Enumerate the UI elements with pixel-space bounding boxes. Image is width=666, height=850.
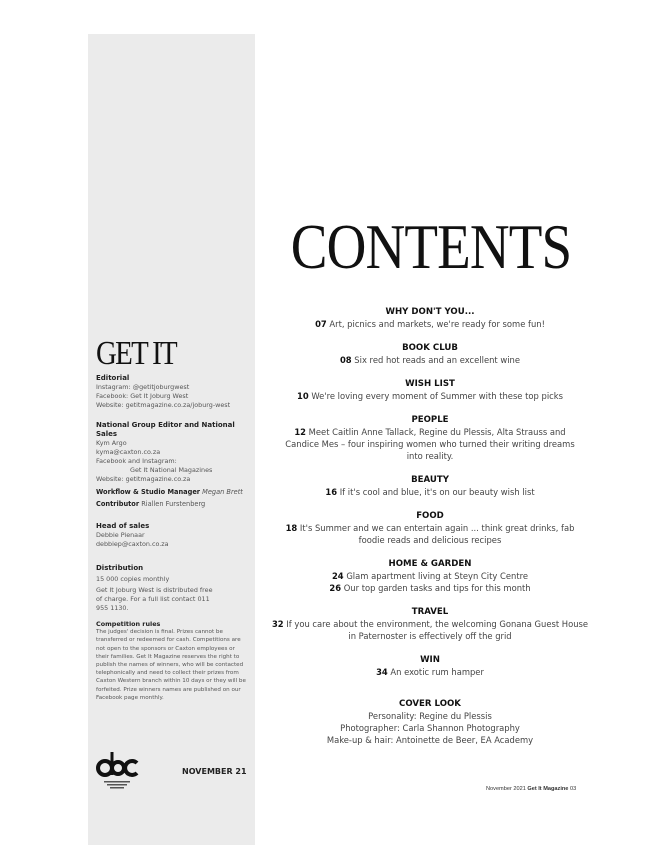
item-text: If it's cool and blue, it's on our beauty wish list bbox=[339, 487, 535, 497]
national-email: kyma@caxton.co.za bbox=[96, 448, 161, 456]
section-heading: HOME & GARDEN bbox=[388, 559, 472, 569]
contributor-name: Riallen Furstenberg bbox=[141, 500, 206, 508]
section-heading: PEOPLE bbox=[411, 415, 449, 425]
toc-item[interactable] bbox=[270, 318, 590, 330]
page-number: 10 bbox=[297, 391, 309, 401]
page-number: 12 bbox=[294, 427, 306, 437]
toc-item[interactable] bbox=[270, 486, 590, 498]
sales-block bbox=[96, 522, 256, 549]
toc-item[interactable] bbox=[270, 570, 590, 582]
page-number: 34 bbox=[376, 667, 388, 677]
toc-section bbox=[270, 654, 590, 678]
toc-section bbox=[270, 606, 590, 642]
toc-section bbox=[270, 342, 590, 366]
page-number: 16 bbox=[325, 487, 338, 497]
footer-date: November 2021 bbox=[486, 786, 526, 792]
competition-heading: Competition rules bbox=[96, 620, 161, 628]
toc-section bbox=[270, 306, 590, 330]
item-text: Meet Caitlin Anne Tallack, Regine du Plessis, Alta Strauss and Candice Mes – four inspiring women who turned their writing dreams into reality. bbox=[285, 427, 575, 461]
page-number: 07 bbox=[315, 319, 327, 329]
page-number: 26 bbox=[329, 583, 342, 593]
abc-logo-icon bbox=[96, 744, 140, 794]
national-social: Get It National Magazines bbox=[130, 466, 213, 474]
sales-email: debbiep@caxton.co.za bbox=[96, 540, 169, 548]
workflow-name: Megan Brett bbox=[202, 488, 243, 496]
sales-heading: Head of sales bbox=[96, 522, 150, 530]
footer-page-number: 03 bbox=[569, 786, 577, 792]
workflow-label: Workflow & Studio Manager bbox=[96, 488, 201, 496]
page-number: 24 bbox=[331, 571, 344, 581]
contributor-label: Contributor bbox=[96, 500, 140, 508]
section-heading: COVER LOOK bbox=[399, 699, 461, 709]
editorial-heading: Editorial bbox=[96, 374, 130, 382]
distribution-text: Get It Joburg West is distributed free of charge. For a full list contact 011 955 1130. bbox=[96, 586, 213, 612]
issue-date: NOVEMBER 21 bbox=[182, 767, 247, 776]
item-text: It's Summer and we can entertain again ... think great drinks, fab foodie reads and delicious recipes bbox=[299, 523, 575, 545]
section-heading: BEAUTY bbox=[411, 475, 449, 485]
item-text: Art, picnics and markets, we're ready for some fun! bbox=[329, 319, 545, 329]
toc-section bbox=[270, 510, 590, 546]
editorial-facebook: Facebook: Get It Joburg West bbox=[96, 392, 189, 400]
section-heading: FOOD bbox=[416, 511, 444, 521]
page-title: CONTENTS bbox=[290, 211, 572, 282]
item-text: If you care about the environment, the welcoming Gonana Guest House in Paternoster is effectively off the grid bbox=[286, 619, 589, 641]
item-text: We're loving every moment of Summer with these top picks bbox=[311, 391, 563, 401]
distribution-heading: Distribution bbox=[96, 564, 144, 572]
toc-section bbox=[270, 474, 590, 498]
item-text: Our top garden tasks and tips for this month bbox=[343, 583, 531, 593]
national-website: Website: getitmagazine.co.za bbox=[96, 475, 191, 483]
editorial-website: Website: getitmagazine.co.za/joburg-west bbox=[96, 401, 231, 409]
toc-item[interactable] bbox=[270, 666, 590, 678]
toc-item[interactable] bbox=[270, 582, 590, 594]
national-block bbox=[96, 421, 256, 484]
national-heading: National Group Editor and National Sales bbox=[96, 421, 235, 438]
item-text: Glam apartment living at Steyn City Centre bbox=[346, 571, 529, 581]
page-number: 18 bbox=[285, 523, 298, 533]
footer-magazine: Get It Magazine bbox=[527, 786, 569, 792]
editorial-block bbox=[96, 374, 256, 410]
cover-personality: Personality: Regine du Plessis bbox=[368, 711, 492, 721]
toc-item[interactable] bbox=[270, 390, 590, 402]
toc-item[interactable] bbox=[270, 426, 590, 462]
toc-section bbox=[270, 414, 590, 462]
national-social-label: Facebook and Instagram: bbox=[96, 457, 177, 465]
cover-photographer: Photographer: Carla Shannon Photography bbox=[340, 723, 520, 733]
sales-name: Debbie Pienaar bbox=[96, 531, 145, 539]
contents-list bbox=[270, 306, 590, 758]
cover-makeup: Make-up & hair: Antoinette de Beer, EA Academy bbox=[326, 735, 534, 745]
distribution-copies: 15 000 copies monthly bbox=[96, 575, 170, 583]
credits-block bbox=[96, 486, 256, 510]
toc-item[interactable] bbox=[270, 354, 590, 366]
section-heading: WISH LIST bbox=[405, 379, 455, 389]
sidebar-panel bbox=[88, 34, 255, 845]
page-number: 08 bbox=[339, 355, 352, 365]
page-footer bbox=[486, 786, 576, 792]
section-heading: TRAVEL bbox=[411, 607, 449, 617]
get-it-logo: GET IT bbox=[96, 335, 176, 372]
competition-text: The judges' decision is final. Prizes cannot be transferred or redeemed for cash. Competitions are not open to the sponsors or Caxton employees or their families. Get It Magazine reserves the right to publish the names of winners, who will be contacted telephonically and need to collect their prizes from Caxton Western branch within 10 days or they will be forfeited. Prize winners names are published on our Facebook page monthly. bbox=[96, 629, 246, 701]
section-heading: WHY DON'T YOU... bbox=[385, 307, 475, 317]
toc-item[interactable] bbox=[270, 618, 590, 642]
section-heading: BOOK CLUB bbox=[402, 343, 458, 353]
item-text: Six red hot reads and an excellent wine bbox=[354, 355, 521, 365]
item-text: An exotic rum hamper bbox=[390, 667, 484, 677]
page-number: 32 bbox=[271, 619, 284, 629]
cover-look-section bbox=[270, 698, 590, 746]
editorial-instagram: Instagram: @getitjoburgwest bbox=[96, 383, 190, 391]
toc-item[interactable] bbox=[270, 522, 590, 546]
distribution-block bbox=[96, 564, 218, 613]
national-name: Kym Argo bbox=[96, 439, 127, 447]
toc-section bbox=[270, 378, 590, 402]
section-heading: WIN bbox=[420, 655, 440, 665]
toc-section bbox=[270, 558, 590, 594]
competition-block bbox=[96, 620, 248, 702]
